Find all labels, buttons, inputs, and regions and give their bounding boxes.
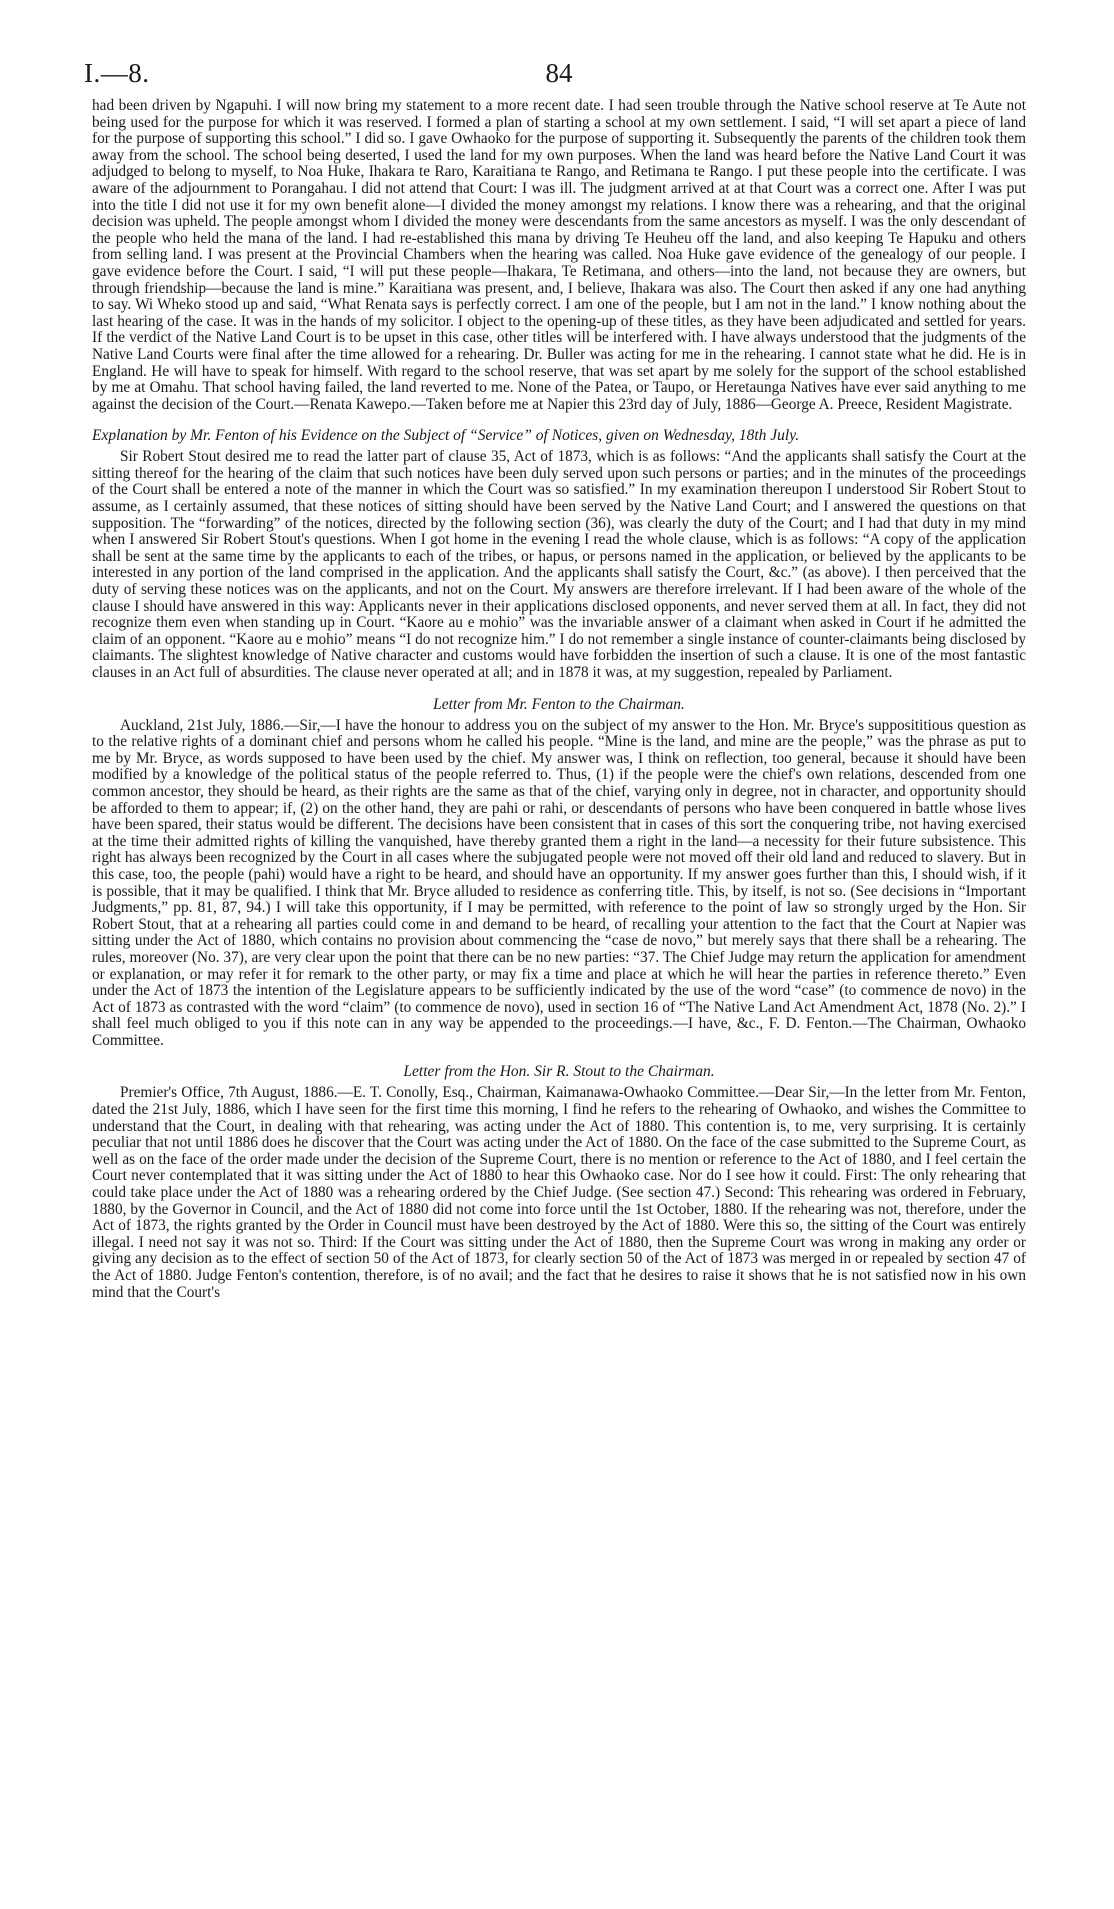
section-heading-stout-letter: Letter from the Hon. Sir R. Stout to the Chairman. [403,1063,715,1081]
fenton-letter-paragraph: Auckland, 21st July, 1886.—Sir,—I have the honour to address you on the subject of my answer to the Hon. Mr. Bryce's supposititious question as to the relative rights of a dominant chief and persons whom he called his people. “Mine is the land, and mine are the people,” was the phrase as put to me by Mr. Bryce, as words supposed to have been used by the chief. My answer was, I think on reflection, too general, because it should have been modified by a knowledge of the political status of the people referred to. Thus, (1) if the people were the chief's own relations, descended from one common ancestor, they should be heard, as their rights are the same as that of the chief, varying only in degree, not in character, and opportunity should be afforded to them to appear; if, (2) on the other hand, they are pahi or rahi, or descendants of persons who have been conquered in battle whose lives have been spared, their status would be different. The decisions have been consistent that in cases of this sort the conquering tribe, not having exercised at the time their admitted rights of killing the vanquished, have thereby granted them a right in the land—a necessity for their future subsistence. This right has always been recognized by the Court in all cases where the subjugated people were not moved off their old land and reduced to slavery. But in this case, too, the people (pahi) would have a right to be heard, and should have an opportunity. If my answer goes further than this, I should wish, if it is possible, that it may be qualified. I think that Mr. Bryce alluded to residence as conferring title. This, by itself, is not so. (See decisions in “Important Judgments,” pp. 81, 87, 94.) I will take this opportunity, if I may be permitted, with reference to the point of law so strongly urged by the Hon. Sir Robert Stout, that at a rehearing all parties could come in and demand to be heard, of recalling your attention to the fact that the Court at Napier was sitting under the Act of 1880, which contains no provision about commencing the “case de novo,” but merely says that there shall be a rehearing. The rules, moreover (No. 37), are very clear upon the point that there can be no new parties: “37. The Chief Judge may return the application for amendment or explanation, or may refer it for remark to the other party, or may fix a time and place at which he will hear the parties in reference thereto.” Even under the Act of 1873 the intention of the Legislature appears to be sufficiently indicated by the use of the word “case” (to commence de novo) in the Act of 1873 as contrasted with the word “claim” (to commence de novo), used in section 16 of “The Native Land Act Amendment Act, 1878 (No. 2).” I shall feel much obliged to you if this note can in any way be appended to the proceedings.—I have, &c., F. D. Fenton.—The Chairman, Owhaoko Committee. [92,716,1026,1049]
explanation-paragraph: Sir Robert Stout desired me to read the latter part of clause 35, Act of 1873, which is as follows: “And the applicants shall satisfy the Court at the sitting thereof for the hearing of the claim that such notices have been duly served upon such persons or parties; and in the minutes of the proceedings of the Court shall be entered a note of the manner in which the Court was so satisfied.” In my examination thereupon I understood Sir Robert Stout to assume, as I certainly assumed, that these notices of sitting should have been served by the Native Land Court; and I answered the questions on that supposition. The “forwarding” of the notices, directed by the following section (36), was clearly the duty of the Court; and I had that duty in my mind when I answered Sir Robert Stout's questions. When I got home in the evening I read the whole clause, which is as follows: “A copy of the application shall be sent at the same time by the applicants to each of the tribes, or hapus, or persons named in the application, or believed by the applicants to be interested in any portion of the land comprised in the application. And the applicants shall satisfy the Court, &c.” (as above). I then perceived that the duty of serving these notices was on the applicants, and not on the Court. My answers are therefore irrelevant. If I had been aware of the whole of the clause I should have answered in this way: Applicants never in their applications disclosed opponents, and never served them at all. In fact, they did not recognize them even when standing up in Court. “Kaore au e mohio” was the invariable answer of a claimant when asked in Court if he admitted the claim of an opponent. “Kaore au e mohio” means “I do not recognize him.” I do not remember a single instance of counter-claimants being disclosed by claimants. The slightest knowledge of Native character and customs would have forbidden the insertion of such a clause. It is one of the most fantastic clauses in an Act full of absurdities. The clause never operated at all; and in 1878 it was, at my suggestion, repealed by Parliament. [92,448,1026,681]
document-page [84,58,1026,1301]
section-heading-fenton-letter: Letter from Mr. Fenton to the Chairman. [433,695,685,713]
report-reference: I.—8. [84,58,150,88]
page-number: 84 [545,58,573,88]
section-heading-explanation: Explanation by Mr. Fenton of his Evidence on the Subject of “Service” of Notices, given on Wednesday, 18th July. [92,427,800,445]
statement-continuation-paragraph: had been driven by Ngapuhi. I will now bring my statement to a more recent date. I had seen trouble through the Native school reserve at Te Aute not being used for the purpose for which it was reserved. I formed a plan of starting a school at my own settlement. I said, “I will set apart a piece of land for the purpose of supporting this school.” I did so. I gave Owhaoko for the purpose of supporting it. Subsequently the parents of the children took them away from the school. The school being deserted, I used the land for my own purposes. When the land was heard before the Native Land Court it was adjudged to belong to myself, to Noa Huke, Ihakara te Raro, Karaitiana te Rango, and Retimana te Rango. I put these people into the certificate. I was aware of the adjournment to Porangahau. I did not attend that Court: I was ill. The judgment arrived at at that Court was a correct one. After I was put into the title I did not use it for my own benefit alone—I divided the money amongst my relations. I know there was a rehearing, and that the original decision was upheld. The people amongst whom I divided the money were descendants from the same ancestors as myself. I was the only descendant of the people who held the mana of the land. I had re-established this mana by driving Te Heuheu off the land, and also keeping Te Hapuku and others from selling land. I was present at the Provincial Chambers when the hearing was called. Noa Huke gave evidence of the genealogy of our people. I gave evidence before the Court. I said, “I will put these people—Ihakara, Te Retimana, and others—into the land, not because they are owners, but through friendship—because the land is mine.” Karaitiana was present, and, I believe, Ihakara was also. The Court then asked if any one had anything to say. Wi Wheko stood up and said, “What Renata says is perfectly correct. I am one of the people, but I am not in the land.” I know nothing about the last hearing of the case. It was in the hands of my solicitor. I object to the opening-up of these titles, as they have been adjudicated and settled for years. If the verdict of the Native Land Court is to be upset in this case, other titles will be interfered with. I have always understood that the judgments of the Native Land Courts were final after the time allowed for a rehearing. Dr. Buller was acting for me in the rehearing. I cannot state what he did. He is in England. He will have to speak for himself. With regard to the school reserve, that was set apart by me solely for the support of the school established by me at Omahu. That school having failed, the land reverted to me. None of the Patea, or Taupo, or Heretaunga Natives have ever said anything to me against the decision of the Court.—Renata Kawepo.—Taken before me at Napier this 23rd day of July, 1886—George A. Preece, Resident Magistrate. [92,97,1026,413]
stout-letter-paragraph: Premier's Office, 7th August, 1886.—E. T. Conolly, Esq., Chairman, Kaimanawa-Owhaoko Committee.—Dear Sir,—In the letter from Mr. Fenton, dated the 21st July, 1886, which I have seen for the first time this morning, I find he refers to the rehearing of Owhaoko, and wishes the Committee to understand that the Court, in dealing with that rehearing, was acting under the Act of 1880. This contention is, to me, very surprising. It is certainly peculiar that not until 1886 does he discover that the Court was acting under the Act of 1880. On the face of the case submitted to the Supreme Court, as well as on the face of the order made under the decision of the Supreme Court, there is no mention or reference to the Act of 1880, and I feel certain the Court never contemplated that it was sitting under the Act of 1880 to hear this Owhaoko case. Nor do I see how it could. First: The only rehearing that could take place under the Act of 1880 was a rehearing ordered by the Chief Judge. (See section 47.) Second: This rehearing was ordered in February, 1880, by the Governor in Council, and the Act of 1880 did not come into force until the 1st October, 1880. If the rehearing was not, therefore, under the Act of 1873, the rights granted by the Order in Council must have been destroyed by the Act of 1880. Were this so, the sitting of the Court was entirely illegal. I need not say it was not so. Third: If the Court was sitting under the Act of 1880, then the Supreme Court was wrong in making any order or giving any decision as to the effect of section 50 of the Act of 1873, for clearly section 50 of the Act of 1873 was merged in or repealed by section 47 of the Act of 1880. Judge Fenton's contention, therefore, is of no avail; and the fact that he desires to raise it shows that he is not satisfied now in his own mind that the Court's [92,1084,1026,1301]
running-header [84,58,1026,98]
body-text [92,98,1026,1301]
